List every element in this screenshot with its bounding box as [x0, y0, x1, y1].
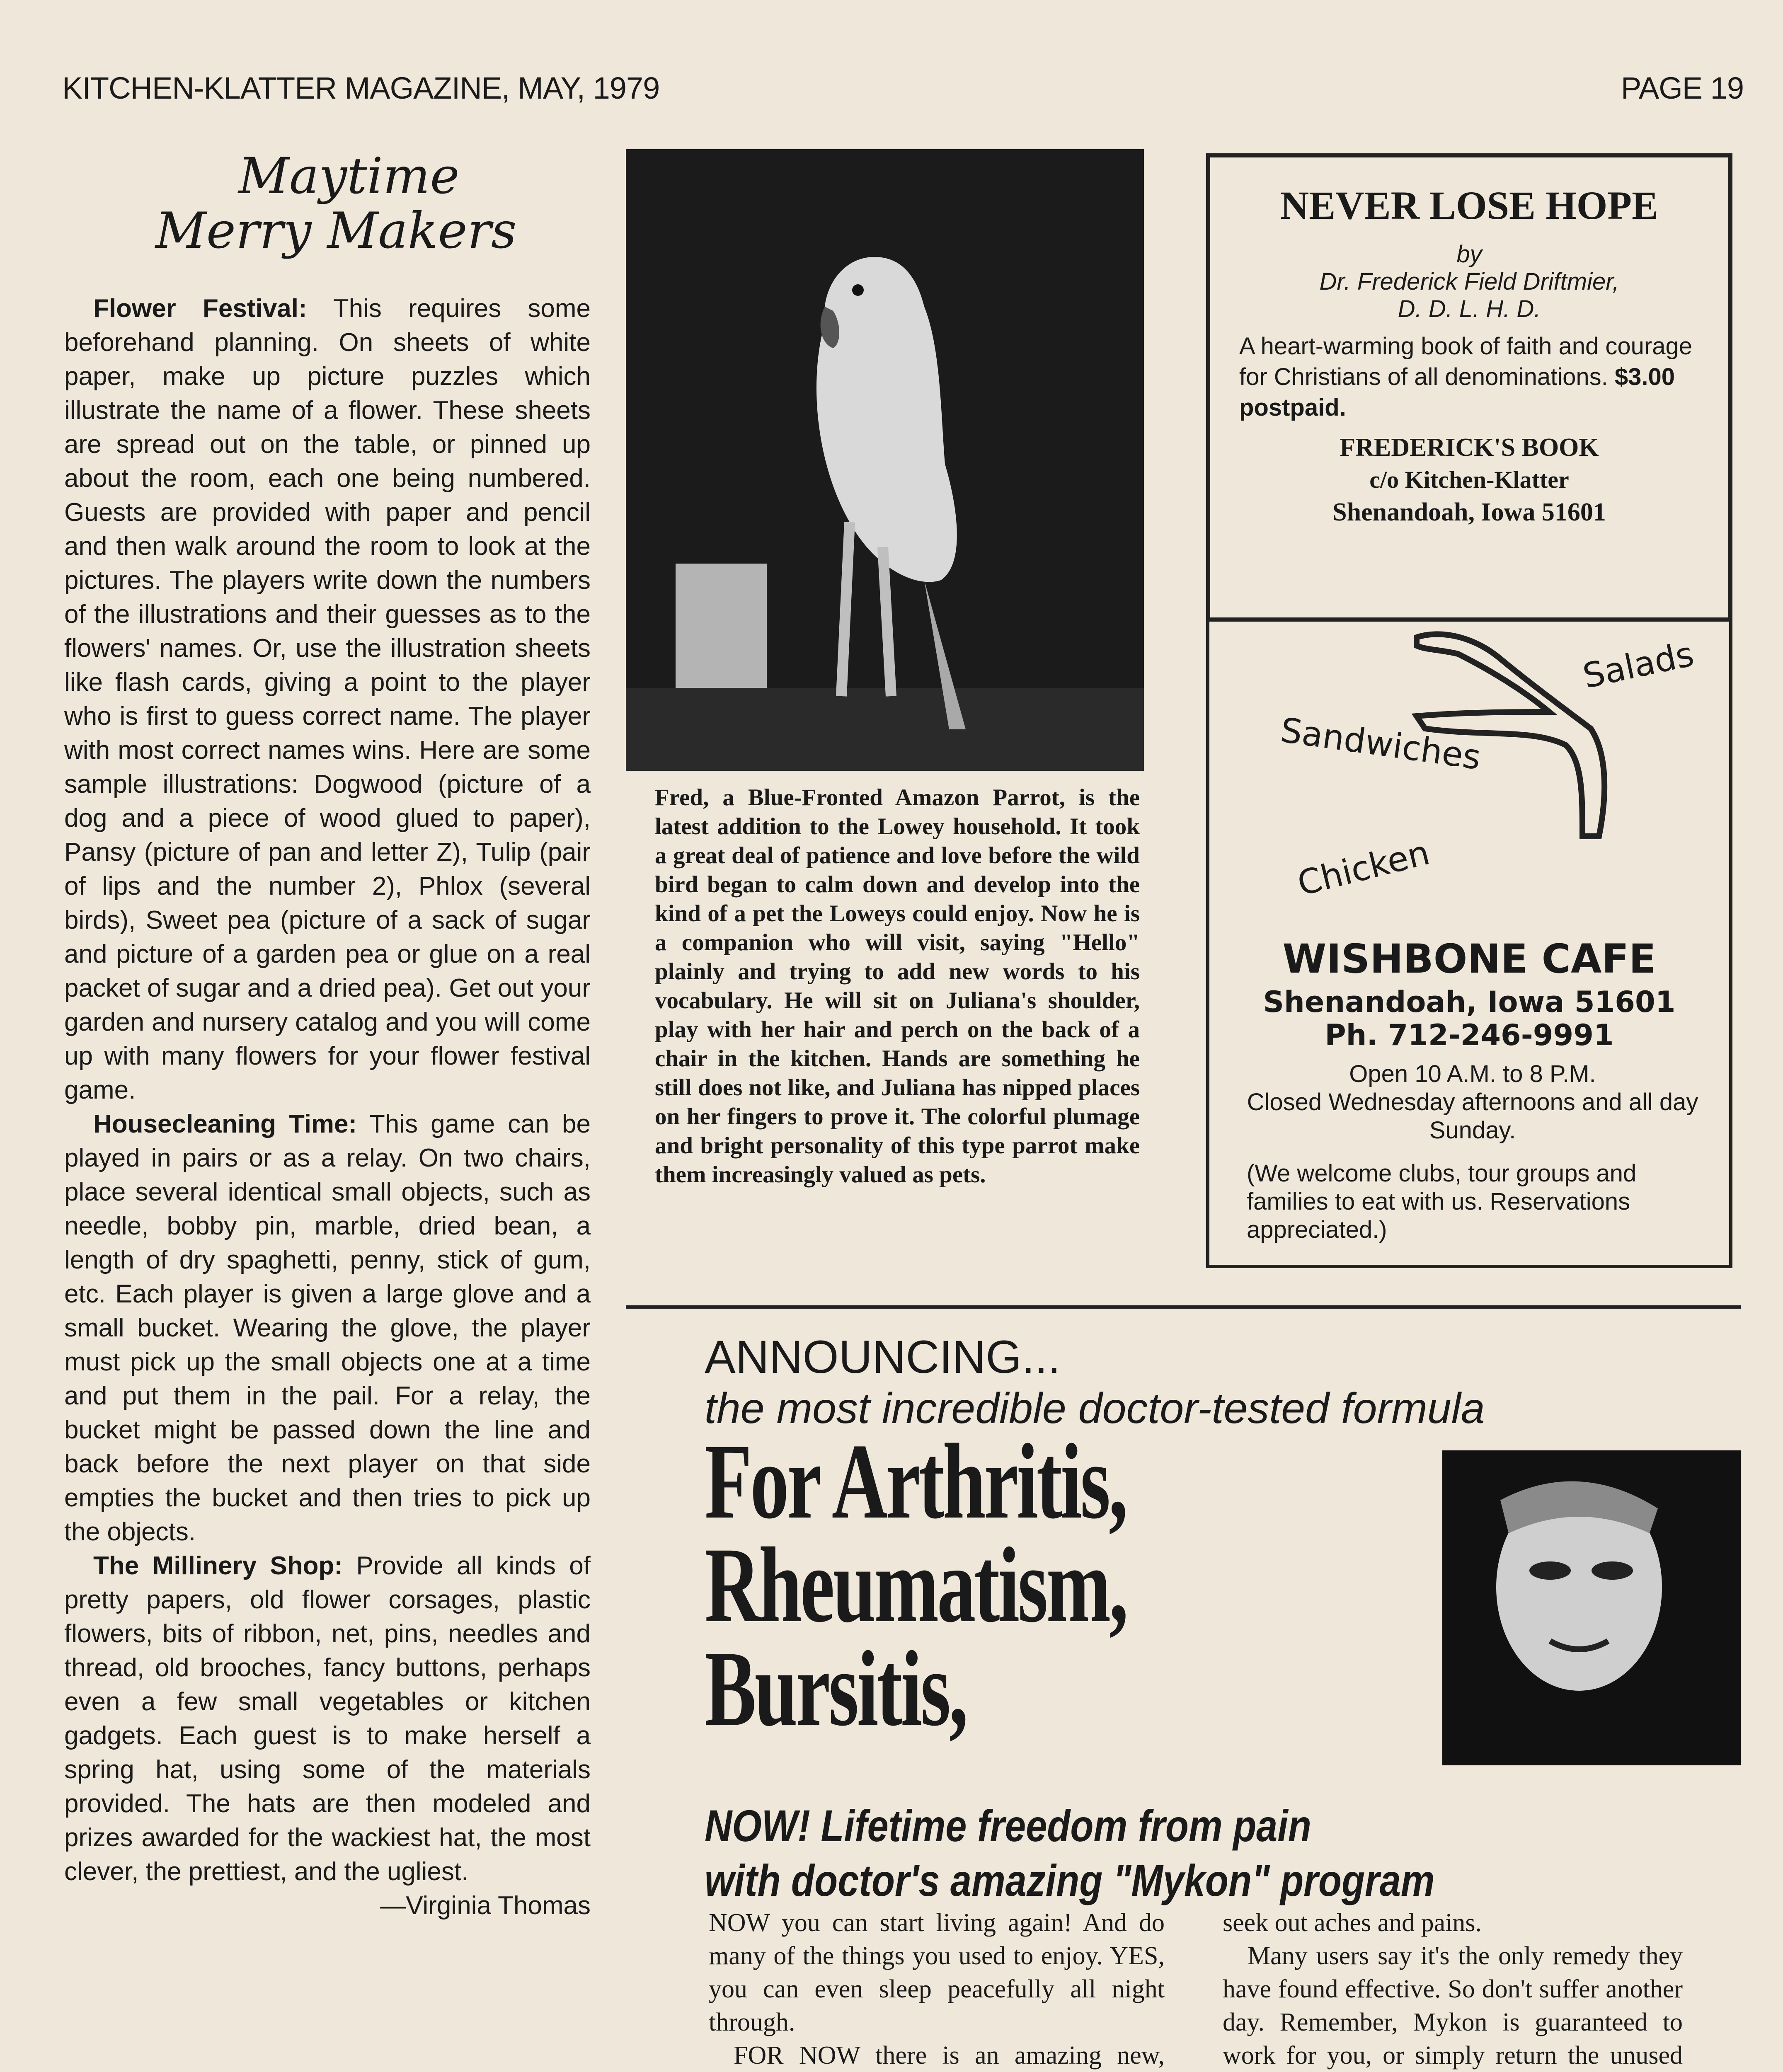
hope-description-text: A heart-warming book of faith and courage for Christians of all denominations.	[1239, 333, 1692, 390]
never-lose-hope-ad	[1206, 153, 1732, 622]
article-signature: —Virginia Thomas	[380, 1891, 591, 1920]
mykon-headline-2: Rheumatism,	[705, 1525, 1127, 1645]
mykon-headline-1: For Arthritis,	[705, 1422, 1126, 1541]
flower-festival-paragraph	[64, 292, 591, 1107]
hope-price: $3.00 postpaid.	[1239, 363, 1675, 421]
page-number: PAGE 19	[1621, 71, 1744, 105]
mykon-right-column	[1223, 1906, 1683, 2072]
wishbone-hours	[1243, 1060, 1703, 1145]
wishbone-hours-1: Open 10 A.M. to 8 P.M.	[1349, 1060, 1596, 1087]
mykon-r2: Many users say it's the only remedy they have found effective. So don't suffer another day. Remember, Mykon is guaranteed to work for you, or simply return the unused	[1223, 1942, 1683, 2070]
article-column	[64, 149, 591, 1923]
millinery-paragraph	[64, 1549, 591, 1889]
parrot-caption: Fred, a Blue-Fronted Amazon Parrot, is the latest addition to the Lowey household. It took a great deal of patience and love before the wild bird began to calm down and develop into the kind of a pet the Loweys could enjoy. Now he is a companion who will visit, saying "Hello" plainly and trying to add new words to his vocabulary. He will sit on Juliana's shoulder, play with her hair and perch on the back of a chair in the kitchen. Hands are something he still does not like, and Juliana has nipped places on her fingers to prove it. The colorful plumage and bright personality of this type parrot make them increasingly valued as pets.	[655, 784, 1140, 1188]
hope-address-2: c/o Kitchen-Klatter	[1369, 466, 1569, 493]
wishbone-salads: Salads	[1580, 634, 1698, 697]
parrot-photo	[626, 149, 1144, 771]
hope-address-1: FREDERICK'S BOOK	[1340, 433, 1599, 462]
mykon-p2: FOR NOW there is an amazing new,	[734, 2041, 1165, 2070]
housecleaning-paragraph	[64, 1107, 591, 1549]
housecleaning-text: This game can be played in pairs or as a relay. On two chairs, place several identical small objects, such as needle, bobby pin, marble, dried bean, a length of dry spaghetti, penny, stick of gum, etc. Each player is given a large glove and a small bucket. Wearing the glove, the player must pick up the small objects one at a time and put them in the pail. For a relay, the bucket might be passed down the line and back before the next player on that side empties the bucket and then tries to pick up the objects.	[64, 1110, 591, 1546]
wishbone-cafe-ad	[1206, 617, 1732, 1268]
wishbone-sandwiches: Sandwiches	[1278, 710, 1483, 778]
hope-author-1: Dr. Frederick Field Driftmier,	[1319, 268, 1619, 295]
wishbone-name: WISHBONE CAFE	[1282, 936, 1656, 982]
mykon-headline	[705, 1422, 1127, 1748]
hope-title: NEVER LOSE HOPE	[1280, 183, 1659, 228]
mykon-now-headline	[705, 1798, 1434, 1908]
wishbone-chicken: Chicken	[1294, 833, 1434, 904]
mykon-r1: seek out aches and pains.	[1223, 1909, 1482, 1937]
flower-festival-heading: Flower Festival:	[93, 294, 307, 323]
mykon-announcing: ANNOUNCING...	[705, 1331, 1061, 1383]
wishbone-hours-2: Closed Wednesday afternoons and all day Sunday.	[1247, 1089, 1698, 1144]
parrot-illustration	[626, 149, 1144, 771]
hope-author-2: D. D. L. H. D.	[1398, 295, 1541, 322]
hope-by: by	[1456, 241, 1482, 268]
hope-description	[1239, 331, 1699, 423]
mykon-subhead: the most incredible doctor-tested formula	[705, 1385, 1485, 1433]
millinery-heading: The Millinery Shop:	[93, 1552, 343, 1580]
wishbone-phone: Ph. 712-246-9991	[1325, 1018, 1614, 1052]
magazine-header: KITCHEN-KLATTER MAGAZINE, MAY, 1979	[62, 71, 660, 105]
flower-festival-text: This requires some beforehand planning. On sheets of white paper, make up picture puzzles which illustrate the name of a flower. These sheets are spread out on the table, or pinned up about the room, each one being numbered. Guests are provided with paper and pencil and then walk around the room to look at the pictures. The players write down the numbers of the illustrations and their guesses as to the flowers' names. Or, use the illustration sheets like flash cards, giving a point to the player who is first to guess correct name. The player with most correct names wins. Here are some sample illustrations: Dogwood (picture of a dog and a piece of wood glued to paper), Pansy (picture of pan and letter Z), Tulip (pair of lips and the number 2), Phlox (several birds), Sweet pea (picture of a sack of sugar and picture of a garden pea or glue on a real packet of sugar and a dried pea). Get out your garden and nursery catalog and you will come up with many flowers for your flower festival game.	[64, 294, 591, 1104]
hope-address-3: Shenandoah, Iowa 51601	[1332, 498, 1606, 526]
wishbone-note: (We welcome clubs, tour groups and families to eat with us. Reservations appreciated.)	[1247, 1160, 1637, 1243]
article-title-line1: Maytime	[238, 148, 460, 205]
article-title-line2: Merry Makers	[155, 202, 517, 260]
doctor-portrait-illustration	[1442, 1450, 1741, 1765]
millinery-text: Provide all kinds of pretty papers, old flower corsages, plastic flowers, bits of ribbon, net, pins, needles and thread, old brooches, fancy buttons, perhaps even a few small vegetables or kitchen gadgets. Each guest is to make herself a spring hat, using some of the materials provided. The hats are then modeled and prizes awarded for the wackiest hat, the most clever, the prettiest, and the ugliest.	[64, 1552, 591, 1886]
wishbone-city: Shenandoah, Iowa 51601	[1263, 985, 1676, 1019]
mykon-now-2: with doctor's amazing "Mykon" program	[705, 1855, 1435, 1905]
mykon-ad-top-rule	[626, 1305, 1741, 1309]
doctor-portrait	[1442, 1450, 1741, 1765]
mykon-left-column	[709, 1906, 1165, 2072]
mykon-headline-3: Bursitis,	[705, 1629, 967, 1748]
mykon-now-1: NOW! Lifetime freedom from pain	[705, 1801, 1311, 1851]
housecleaning-heading: Housecleaning Time:	[93, 1110, 357, 1138]
mykon-p1: NOW you can start living again! And do many of the things you used to enjoy. YES, you can even sleep peacefully all night through.	[709, 1909, 1165, 2036]
